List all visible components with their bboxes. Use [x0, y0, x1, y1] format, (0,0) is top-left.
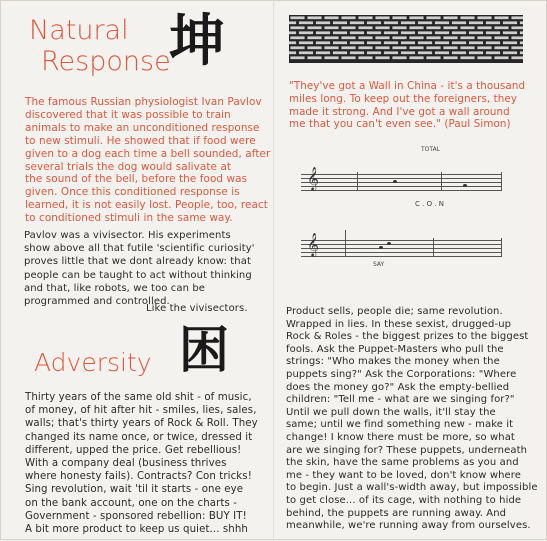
brick — [452, 51, 466, 54]
brick — [333, 31, 347, 34]
brick — [511, 36, 523, 39]
brick — [358, 16, 372, 19]
text-line: to new stimuli. He showed that if food were — [25, 134, 256, 147]
brick — [469, 21, 483, 24]
staff2-bottom-label: SAY — [373, 261, 385, 268]
brick — [477, 16, 491, 19]
brick — [375, 46, 389, 49]
brick-wall-image — [289, 15, 523, 63]
brick — [299, 21, 313, 24]
brick — [290, 56, 304, 59]
brick — [443, 36, 457, 39]
text-line: people can be taught to act without thinking — [24, 269, 252, 281]
brick — [358, 36, 372, 39]
text-line: me that you can't even see." (Paul Simon) — [289, 118, 511, 131]
note-icon — [379, 246, 383, 249]
brick — [324, 16, 338, 19]
treble-clef-icon: 𝄞 — [307, 232, 319, 256]
vivisector-sign: Like the vivisectors. — [146, 303, 248, 314]
brick — [307, 46, 321, 49]
brick — [418, 21, 432, 24]
brick — [299, 31, 313, 34]
brick — [443, 26, 457, 29]
brick — [409, 56, 423, 59]
text-line: miles long. To keep out the foreigners, they — [289, 92, 518, 105]
text-line: given. Once this conditioned response is — [25, 186, 240, 199]
text-line: Sing revolution, wait 'til it starts - one eye — [25, 484, 244, 496]
text-line: to begin. Just a wall's-width away, but impossible — [286, 482, 538, 494]
brick — [324, 46, 338, 49]
brick — [503, 41, 517, 44]
music-staff-2 — [301, 226, 516, 271]
pavlov-paragraph — [25, 96, 270, 225]
brick — [375, 26, 389, 29]
brick — [350, 31, 364, 34]
text-line: discovered that it was possible to train — [25, 108, 231, 121]
text-line: learned, it is not easily lost. People, too, react — [25, 199, 268, 212]
text-line: proves little that we dont already know: that — [24, 256, 251, 268]
brick — [486, 31, 500, 34]
brick — [494, 56, 508, 59]
brick — [401, 41, 415, 44]
text-line: children: "Tell me - what are we singing for?" — [286, 394, 515, 406]
text-line: to get close... of its cage, with nothing to hide — [286, 494, 522, 506]
brick — [460, 46, 474, 49]
brick — [392, 16, 406, 19]
text-line: strings: "Who makes the money when the — [286, 356, 500, 368]
brick — [477, 36, 491, 39]
title-natural-response — [29, 15, 171, 77]
brick — [333, 51, 347, 54]
treble-clef-icon: 𝄞 — [307, 166, 319, 190]
brick — [324, 26, 338, 29]
brick — [460, 56, 474, 59]
brick — [460, 36, 474, 39]
text-line: the skin, have the same problems as you and — [286, 457, 519, 469]
note-icon — [463, 184, 467, 187]
text-line: change! I know there must be more, so what — [286, 431, 515, 443]
brick — [486, 51, 500, 54]
brick — [486, 21, 500, 24]
text-line: Until we pull down the walls, it'll stay the — [286, 406, 496, 418]
brick — [299, 41, 313, 44]
brick — [350, 21, 364, 24]
text-line: of money, of hit after hit - smiles, lies, sales, — [25, 405, 257, 417]
text-line: made it strong. And I've got a wall around — [289, 105, 510, 118]
brick — [477, 26, 491, 29]
brick — [426, 16, 440, 19]
brick — [511, 16, 523, 19]
brick — [469, 41, 483, 44]
brick — [367, 41, 381, 44]
text-line: A bit more product to keep us quiet... shhh — [25, 524, 248, 536]
brick — [409, 26, 423, 29]
brick — [520, 21, 523, 24]
brick — [511, 56, 523, 59]
brick — [452, 31, 466, 34]
brick — [289, 31, 296, 34]
text-line: does the money go?" Ask the empty-bellied — [286, 381, 510, 393]
staff1-top-label: TOTAL — [421, 146, 441, 153]
brick — [290, 36, 304, 39]
brick — [520, 31, 523, 34]
text-line: Product sells, people die; same revolution. — [286, 306, 503, 317]
text-line: me - they want to be loved, don't know where — [286, 469, 522, 481]
brick — [452, 41, 466, 44]
brick — [392, 36, 406, 39]
text-line: different, upped the price. Get rebellious! — [25, 444, 242, 456]
brick — [324, 56, 338, 59]
brick — [316, 51, 330, 54]
brick — [520, 51, 523, 54]
brick — [503, 51, 517, 54]
brick — [477, 46, 491, 49]
brick — [401, 51, 415, 54]
brick — [494, 46, 508, 49]
brick — [469, 51, 483, 54]
brick — [392, 46, 406, 49]
brick — [290, 16, 304, 19]
text-line: fools. Ask the Puppet-Masters who pull the — [286, 343, 504, 355]
brick — [426, 46, 440, 49]
text-line: programmed and controlled. — [24, 296, 170, 308]
brick — [435, 21, 449, 24]
brick — [452, 21, 466, 24]
brick — [289, 21, 296, 24]
brick — [384, 51, 398, 54]
brick — [341, 16, 355, 19]
brick — [392, 56, 406, 59]
brick — [443, 56, 457, 59]
brick — [350, 51, 364, 54]
brick — [341, 56, 355, 59]
text-line: same; until we find something new - make it — [286, 419, 514, 431]
brick — [494, 16, 508, 19]
brick — [460, 26, 474, 29]
text-line: are we singing for? These puppets, underneath — [286, 444, 528, 456]
brick — [392, 26, 406, 29]
brick — [358, 46, 372, 49]
brick — [401, 31, 415, 34]
text-line: puppets sing?" Ask the Corporations: "Where — [286, 368, 517, 380]
adversity-paragraph — [25, 391, 258, 536]
text-line: to conditioned stimuli in the same way. — [25, 212, 233, 225]
paul-simon-quote — [289, 80, 525, 131]
brick — [316, 41, 330, 44]
text-line: changed its name once, or twice, dressed it — [25, 431, 253, 443]
brick — [341, 36, 355, 39]
brick — [375, 36, 389, 39]
brick — [511, 46, 523, 49]
music-staff-1 — [301, 146, 516, 216]
kanji-kun: 坤 — [169, 8, 225, 74]
brick — [350, 41, 364, 44]
text-line: show above all that futile 'scientific curiosity' — [24, 243, 255, 255]
text-line: Government - sponsored rebellion: BUY IT! — [25, 510, 247, 522]
title-line-1: Natural — [29, 15, 129, 46]
note-icon — [387, 242, 391, 245]
text-line: walls; that's thirty years of Rock & Roll. They — [25, 418, 258, 430]
brick — [367, 21, 381, 24]
brick — [307, 16, 321, 19]
brick — [511, 26, 523, 29]
brick — [307, 26, 321, 29]
staff1-bottom-label: C . O . N — [415, 200, 444, 208]
note-icon — [393, 180, 397, 183]
brick — [367, 31, 381, 34]
brick — [418, 51, 432, 54]
brick — [486, 41, 500, 44]
text-line: Wrapped in lies. In these sexist, drugged-up — [286, 318, 512, 330]
text-line: meanwhile, we're running away from ourselves. — [286, 520, 531, 532]
brick — [316, 21, 330, 24]
text-line: animals to make an unconditioned response — [25, 121, 260, 134]
brick — [418, 31, 432, 34]
brick — [299, 51, 313, 54]
brick — [401, 21, 415, 24]
brick — [435, 31, 449, 34]
brick — [384, 41, 398, 44]
brick — [426, 36, 440, 39]
brick — [333, 21, 347, 24]
brick — [289, 51, 296, 54]
brick — [435, 41, 449, 44]
brick — [503, 21, 517, 24]
brick — [426, 56, 440, 59]
brick — [290, 46, 304, 49]
text-line: "They've got a Wall in China - it's a thousand — [289, 80, 526, 92]
brick — [460, 16, 474, 19]
kanji-kun-adversity: 困 — [179, 320, 229, 379]
text-line: With a company deal (business thrives — [25, 458, 227, 470]
brick — [469, 31, 483, 34]
brick — [307, 36, 321, 39]
center-fold — [273, 1, 274, 541]
brick — [290, 26, 304, 29]
brick — [409, 46, 423, 49]
text-line: and that, like robots, we too can be — [24, 282, 206, 294]
brick — [494, 36, 508, 39]
brick — [384, 21, 398, 24]
text-line: where honesty fails). Contracts? Con tricks! — [25, 471, 252, 483]
brick — [341, 46, 355, 49]
brick — [358, 56, 372, 59]
brick — [520, 41, 523, 44]
product-sells-paragraph — [286, 306, 538, 533]
brick — [375, 16, 389, 19]
brick — [443, 46, 457, 49]
brick — [418, 41, 432, 44]
brick — [375, 56, 389, 59]
text-line: behind, the puppets are running away. And — [286, 507, 507, 519]
brick — [341, 26, 355, 29]
brick — [316, 31, 330, 34]
title-adversity: Adversity — [34, 348, 152, 377]
brick — [426, 26, 440, 29]
brick — [324, 36, 338, 39]
text-line: Rock & Roles - the biggest prizes to the biggest — [286, 331, 529, 343]
brick — [477, 56, 491, 59]
vivisector-paragraph — [24, 229, 255, 308]
brick — [503, 31, 517, 34]
brick — [307, 56, 321, 59]
brick — [333, 41, 347, 44]
title-line-2: Response — [41, 46, 171, 77]
brick — [443, 16, 457, 19]
text-line: the sound of the bell, before the food was — [25, 173, 248, 186]
brick — [435, 51, 449, 54]
text-line: several trials the dog would salivate at — [25, 160, 232, 173]
text-line: Pavlov was a vivisector. His experiments — [24, 230, 231, 241]
brick — [409, 36, 423, 39]
brick — [409, 16, 423, 19]
brick — [289, 41, 296, 44]
brick — [494, 26, 508, 29]
text-line: Thirty years of the same old shit - of music, — [25, 392, 252, 403]
text-line: given to a dog each time a bell sounded, after — [25, 147, 271, 160]
text-line: The famous Russian physiologist Ivan Pavlov — [25, 96, 262, 108]
brick — [367, 51, 381, 54]
text-line: on the bank account, one on the charts - — [25, 497, 238, 509]
brick — [358, 26, 372, 29]
brick — [384, 31, 398, 34]
